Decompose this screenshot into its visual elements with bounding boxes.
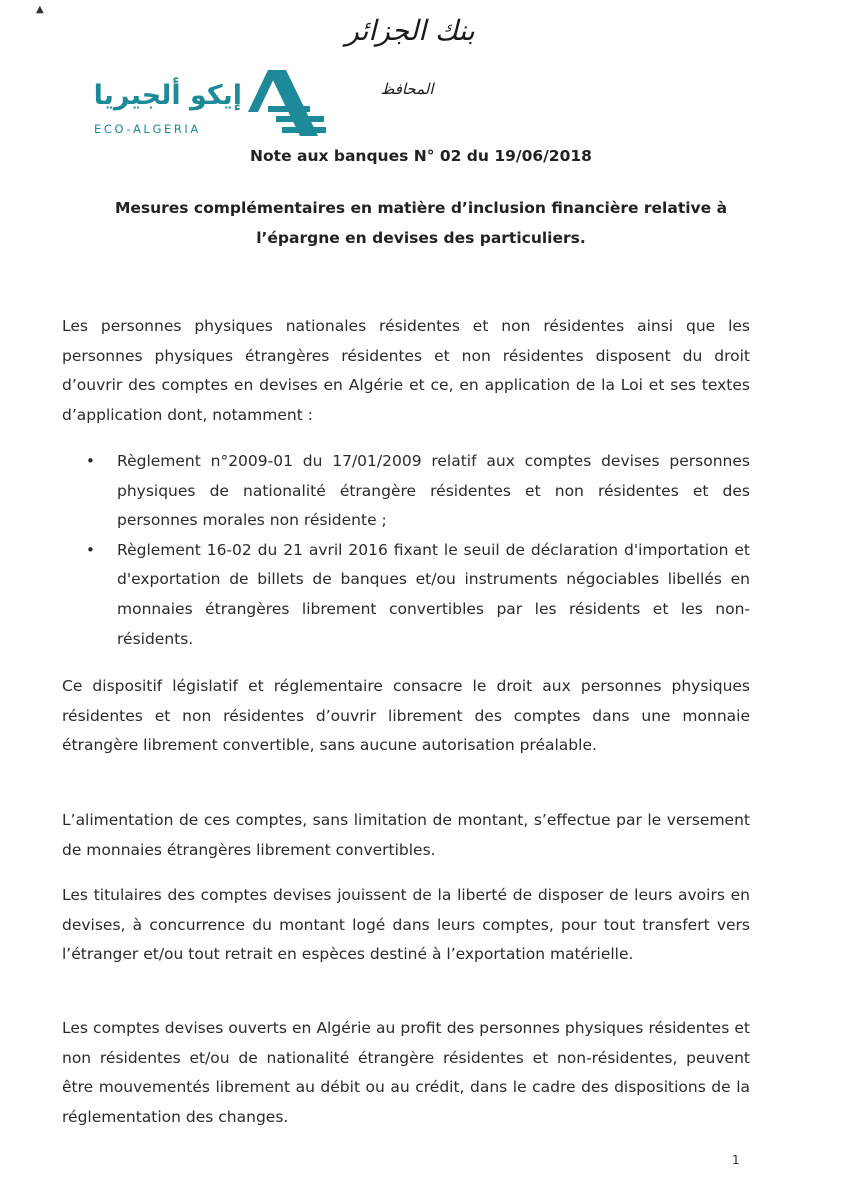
logo-a-mark-icon — [248, 70, 326, 136]
subtitle-line-1: Mesures complémentaires en matière d’inclusion financière relative à — [114, 199, 728, 217]
logo-latin-text: ECO-ALGERIA — [94, 122, 201, 136]
bullet-icon: • — [86, 452, 95, 470]
paragraph-holders-rights: Les titulaires des comptes devises jouissent de la liberté de disposer de leurs avoirs en devises, à concurrence du montant logé dans leurs comptes, pour tout transfert vers l’étranger et/ou tout retrait en espèces destiné à l’exportation matérielle. — [62, 886, 750, 964]
governor-label: المحافظ — [380, 80, 434, 98]
regulations-list — [62, 447, 750, 654]
corner-mark: ▲ — [36, 4, 44, 15]
paragraph-account-funding: L’alimentation de ces comptes, sans limitation de montant, s’effectue par le versement de monnaies étrangères librement convertibles. — [62, 811, 750, 859]
logo-arabic-text: إيكو ألجيريا — [93, 80, 242, 111]
list-item — [62, 536, 750, 654]
paragraph-account-movements: Les comptes devises ouverts en Algérie au profit des personnes physiques résidentes et non résidentes et/ou de nationalité étrangère résidentes et non-résidentes, peuvent être mouvementés librement au débit ou au crédit, dans le cadre des dispositions de la réglementation des changes. — [62, 1019, 750, 1126]
paragraph-legal-framework: Ce dispositif législatif et réglementaire consacre le droit aux personnes physiques résidentes et non résidentes d’ouvrir librement des comptes dans une monnaie étrangère librement convertible, sans aucune autorisation préalable. — [62, 677, 750, 755]
bank-name-heading: بنك الجزائر — [345, 14, 475, 47]
bullet-icon: • — [86, 540, 95, 559]
paragraph-intro: Les personnes physiques nationales résidentes et non résidentes ainsi que les personnes physiques étrangères résidentes et non résidentes disposent du droit d’ouvrir des comptes en devises en Algérie et ce, en application de la Loi et ses textes d’application dont, notamment : — [62, 317, 750, 424]
list-item-text: Règlement n°2009-01 du 17/01/2009 relatif aux comptes devises personnes physiques de nationalité étrangère résidentes et non résidentes et des personnes morales non résidente ; — [117, 452, 750, 530]
note-subtitle — [90, 193, 752, 253]
page-number: 1 — [732, 1153, 740, 1167]
note-title: Note aux banques N° 02 du 19/06/2018 — [250, 147, 592, 165]
list-item-text: Règlement 16-02 du 21 avril 2016 fixant le seuil de déclaration d'importation et d'exportation de billets de banques et/ou instruments négociables libellés en monnaies étrangères librement convertibles par les résidents et les non-résidents. — [117, 540, 750, 648]
list-item — [62, 447, 750, 536]
subtitle-line-2: l’épargne en devises des particuliers. — [256, 229, 586, 247]
